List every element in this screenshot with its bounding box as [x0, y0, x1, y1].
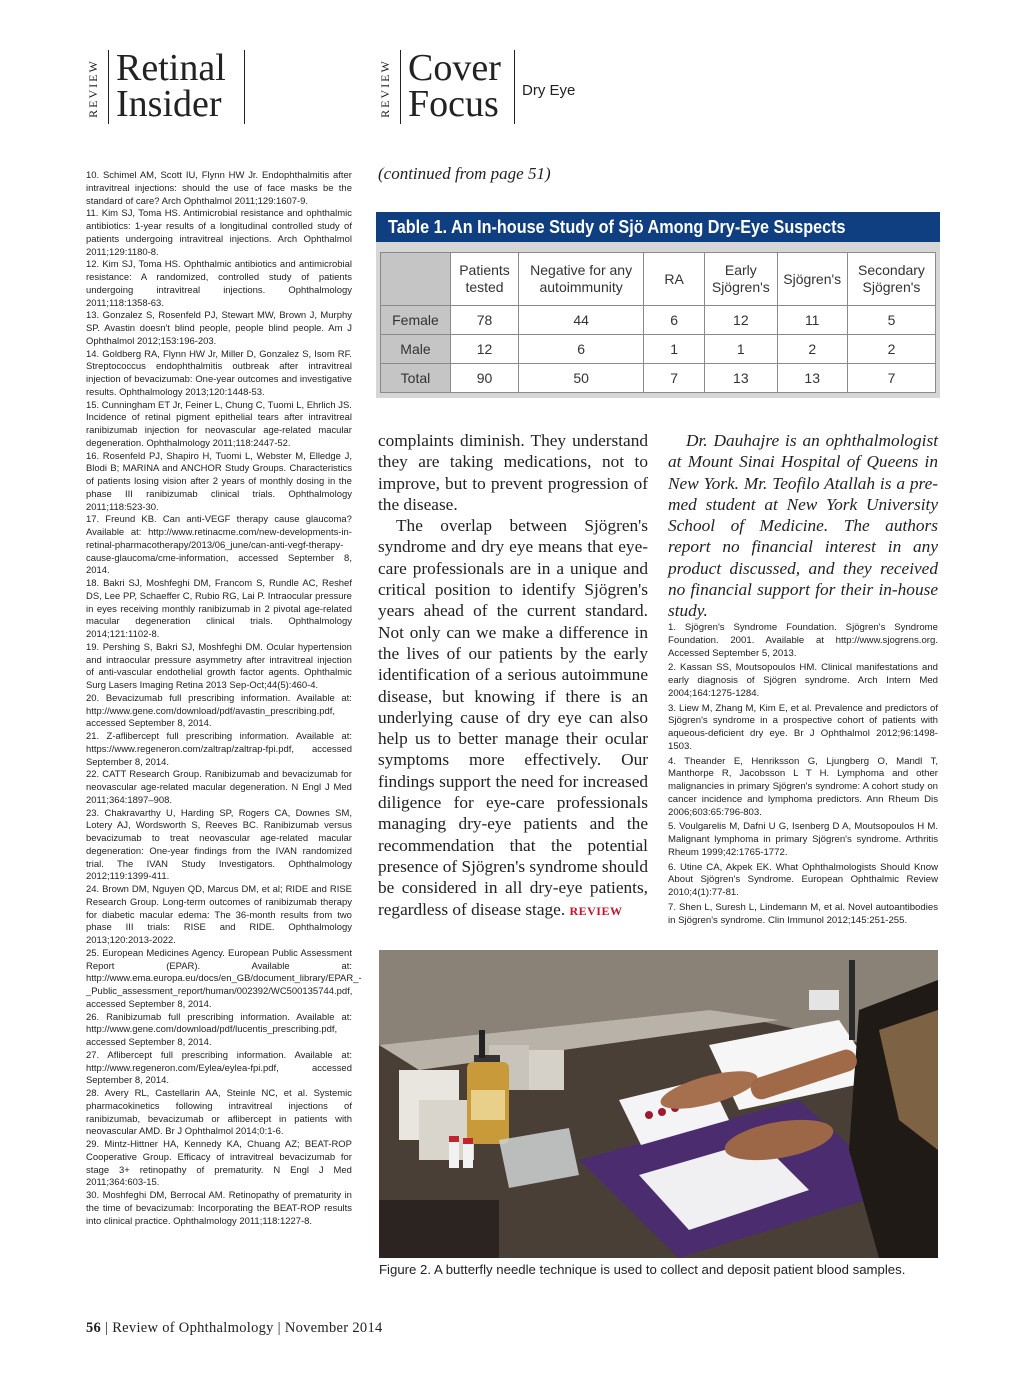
section-title: Cover Focus [408, 47, 501, 125]
header-rule [400, 50, 401, 124]
table-cell: 13 [777, 364, 847, 393]
reference-item: 2. Kassan SS, Moutsopoulos HM. Clinical manifestations and early diagnosis of Sjögren syndrome. Arch Intern Med 2004;164:1275-1284. [668, 662, 938, 699]
reference-item: 14. Goldberg RA, Flynn HW Jr, Miller D, Gonzalez S, Isom RF. Streptococcus endophthalmitis outbreak after intravitreal injection of bevacizumab: One-year outcomes and investigative results. Ophthalmology 2013;120:1448-53. [86, 348, 352, 398]
continued-note: (continued from page 51) [378, 164, 551, 183]
reference-item: 16. Rosenfeld PJ, Shapiro H, Tuomi L, Webster M, Elledge J, Blodi B; MARINA and ANCHOR Study Groups. Characteristics of patients losing vision after 2 years of monthly dosing in the phase III ranibizumab clinical trials. Ophthalmology 2011;118:523-30. [86, 450, 352, 513]
study-table [376, 212, 940, 398]
article-body [378, 430, 648, 922]
reference-item: 26. Ranibizumab full prescribing information. Available at: http://www.gene.com/download/pdf/lucentis_prescribing.pdf, accessed September 8, 2014. [86, 1011, 352, 1048]
header-rule [244, 50, 245, 124]
review-end-mark: REVIEW [569, 903, 623, 918]
table-row [381, 335, 936, 364]
reference-item: 11. Kim SJ, Toma HS. Antimicrobial resistance and ophthalmic antibiotics: 1-year results of a longitudinal controlled study of patients undergoing intravitreal injections. Arch Ophthalmol 2011;129:1180-8. [86, 208, 352, 258]
table-row [381, 364, 936, 393]
issue-date: November 2014 [284, 1320, 383, 1336]
reference-item: 30. Moshfeghi DM, Berrocal AM. Retinopathy of prematurity in the time of bevacizumab: Incorporating the BEAT-ROP results into clinical practice. Ophthalmology 2011;118:1227-8. [86, 1190, 352, 1227]
figure-caption: Figure 2. A butterfly needle technique is used to collect and deposit patient blood samples. [379, 1262, 906, 1277]
footer-separator: | [277, 1320, 285, 1336]
section-subtitle: Dry Eye [522, 82, 576, 99]
reference-item: 18. Bakri SJ, Moshfeghi DM, Francom S, Rundle AC, Reshef DS, Lee PP, Schaeffer C, Rubio RG, Lai P. Intraocular pressure in eyes receiving monthly ranibizumab in 2 pivotal age-related macular degeneration clinical trials. Ophthalmology 2014;121:1102-8. [86, 578, 352, 640]
data-table [380, 252, 936, 393]
reference-item: 1. Sjögren's Syndrome Foundation. Sjögren's Syndrome Foundation. 2001. Available at http://www.sjogrens.org. Accessed September 5, 2013. [668, 622, 938, 659]
section-header-retinal-insider [84, 48, 254, 128]
references-right-column [668, 622, 938, 929]
footer-separator: | [105, 1320, 113, 1336]
reference-item: 24. Brown DM, Nguyen QD, Marcus DM, et al; RIDE and RISE Research Group. Long-term outcomes of ranibizumab therapy for diabetic macular edema: The 36-month results from two phase III trials: RISE and RIDE. Ophthalmology 2013;120:2013-2022. [86, 884, 352, 946]
table-cell: 44 [519, 306, 644, 335]
table-cell: 2 [777, 335, 847, 364]
section-header-cover-focus [376, 48, 596, 128]
reference-item: 4. Theander E, Henriksson G, Ljungberg O, Mandl T, Manthorpe R, Jacobsson L T H. Lymphoma and other malignancies in primary Sjögren's syndrome: A cohort study on cancer incidence and lymphoma predictors. Ann Rheum Dis 2006;603:65:796-803. [668, 755, 938, 818]
magazine-name: Review of Ophthalmology [112, 1320, 274, 1336]
table-title: Table 1. An In-house Study of Sjö Among Dry-Eye Suspects [376, 212, 940, 242]
table-cell: 7 [644, 364, 705, 393]
table-cell: 7 [847, 364, 935, 393]
table-header-cell: Early Sjögren's [705, 253, 777, 306]
body-paragraph: complaints diminish. They understand they are taking medications, not to improve, but to prevent progression of the disease. [378, 431, 648, 514]
section-review-label: REVIEW [377, 58, 392, 118]
table-cell: 12 [705, 306, 777, 335]
references-left-column [86, 170, 362, 1228]
page-number: 56 [86, 1320, 102, 1336]
table-row-label: Male [381, 335, 451, 364]
reference-item: 21. Z-aflibercept full prescribing information. Available at: https://www.regeneron.com/zaltrap/zaltrap-fpi.pdf, accessed September 8, 2014. [86, 731, 352, 768]
table-row-label: Total [381, 364, 451, 393]
section-review-label: REVIEW [85, 58, 100, 118]
table-corner-cell [381, 253, 451, 306]
table-header-cell: Secondary Sjögren's [847, 253, 935, 306]
table-cell: 90 [450, 364, 518, 393]
table-cell: 6 [644, 306, 705, 335]
table-cell: 2 [847, 335, 935, 364]
body-paragraph: The overlap between Sjögren's syndrome and dry eye means that eye-care professionals are in a unique and critical position to identify Sjögren's years ahead of the current standard. Not only can we make a difference in the lives of our patients by the early identification of a serious autoimmune disease, but knowing if there is an underlying cause of dry eye can also help us to better manage their ocular symptoms more effectively. Our findings support the need for increased diligence for eye-care professionals managing dry-eye patients and the recommendation that the potential presence of Sjögren's syndrome should be considered in all dry-eye patients, regardless of disease stage. REVIEW [378, 516, 648, 919]
reference-item: 10. Schimel AM, Scott IU, Flynn HW Jr. Endophthalmitis after intravitreal injections: should the use of face masks be the standard of care? Arch Ophthalmol 2011;129:1607-9. [86, 170, 352, 207]
table-cell: 1 [705, 335, 777, 364]
table-cell: 13 [705, 364, 777, 393]
reference-item: 19. Pershing S, Bakri SJ, Moshfeghi DM. Ocular hypertension and intraocular pressure asymmetry after intravitreal injection of anti-vascular endothelial growth factor agents. Ophthalmic Surg Lasers Imaging Retina 2013 Sep-Oct;44(5):460-4. [86, 641, 352, 691]
reference-item: 20. Bevacizumab full prescribing information. Available at: http://www.gene.com/download/pdf/avastin_prescribing.pdf, accessed September 8, 2014. [86, 692, 352, 730]
reference-item: 15. Cunningham ET Jr, Feiner L, Chung C, Tuomi L, Ehrlich JS. Incidence of retinal pigment epithelial tears after intravitreal ranibizumab injection for neovascular age-related macular degeneration. Ophthalmology 2011;118:2447-52. [86, 399, 352, 449]
table-cell: 6 [519, 335, 644, 364]
reference-item: 28. Avery RL, Castellarin AA, Steinle NC, et al. Systemic pharmacokinetics following intravitreal injections of ranibizumab, bevacizumab or aflibercept in patients with neovascular AMD. Br J Ophthalmol 2014;0:1-6. [86, 1088, 352, 1138]
reference-item: 27. Aflibercept full prescribing information. Available at: http://www.regeneron.com/Eylea/eylea-fpi.pdf, accessed September 8, 2014. [86, 1049, 352, 1087]
table-cell: 1 [644, 335, 705, 364]
table-cell: 50 [519, 364, 644, 393]
reference-item: 7. Shen L, Suresh L, Lindemann M, et al. Novel autoantibodies in Sjögren's syndrome. Clin Immunol 2012;145:251-255. [668, 901, 938, 926]
figure-photo [379, 950, 938, 1258]
table-header-cell: RA [644, 253, 705, 306]
reference-item: 25. European Medicines Agency. European Public Assessment Report (EPAR). Available at: http://www.ema.europa.eu/docs/en_GB/document_library/EPAR_-_Public_assessment_report/human/002392/WC500135744.pdf, accessed September 8, 2014. [86, 947, 362, 1010]
reference-item: 17. Freund KB. Can anti-VEGF therapy cause glaucoma? Available at: http://www.retinacme.com/new-developments-in-retinal-pharmacotherapy/2013/06_june/can-anti-vegf-therapy-cause-glaucoma/cme-information, accessed September 8, 2014. [86, 514, 352, 577]
header-rule [514, 50, 515, 124]
table-cell: 5 [847, 306, 935, 335]
table-header-cell: Negative for any autoimmunity [519, 253, 644, 306]
reference-item: 22. CATT Research Group. Ranibizumab and bevacizumab for neovascular age-related macular degeneration. N Engl J Med 2011;364:1897–908. [86, 769, 352, 806]
reference-item: 3. Liew M, Zhang M, Kim E, et al. Prevalence and predictors of Sjögren's syndrome in a prospective cohort of patients with aqueous-deficient dry eye. Br J Ophthalmol 2012;96:1498-1503. [668, 702, 938, 752]
reference-item: 29. Mintz-Hittner HA, Kennedy KA, Chuang AZ; BEAT-ROP Cooperative Group. Efficacy of intravitreal bevacizumab for stage 3+ retinopathy of prematurity. N Engl J Med 2011;364:603-15. [86, 1139, 352, 1189]
table-row [381, 306, 936, 335]
table-cell: 11 [777, 306, 847, 335]
table-header-cell: Sjögren's [777, 253, 847, 306]
author-bio: Dr. Dauhajre is an ophthalmologist at Mount Sinai Hospital of Queens in New York. Mr. Teofilo Atallah is a pre-med student at New York University School of Medicine. The authors report no financial interest in any product discussed, and they received no financial support for their in-house study. [668, 431, 938, 621]
reference-item: 23. Chakravarthy U, Harding SP, Rogers CA, Downes SM, Lotery AJ, Wordsworth S, Reeves BC. Ranibizumab versus bevacizumab to treat neovascular age-related macular degeneration: One-year findings from the IVAN randomized trial. The IVAN Study Investigators. Ophthalmology 2012;119:1399-411. [86, 807, 352, 883]
section-title: Retinal Insider [116, 47, 226, 125]
table-cell: 78 [450, 306, 518, 335]
page-footer [86, 1320, 383, 1337]
table-header-cell: Patients tested [450, 253, 518, 306]
reference-item: 6. Utine CA, Akpek EK. What Ophthalmologists Should Know About Sjögren's Syndrome. European Ophthalmic Review 2010;4(1):77-81. [668, 861, 938, 898]
reference-item: 5. Voulgarelis M, Dafni U G, Isenberg D A, Moutsopoulos H M. Malignant lymphoma in primary Sjögren's syndrome. Arthritis Rheum 1999;42:1765-1772. [668, 821, 938, 858]
reference-item: 12. Kim SJ, Toma HS. Ophthalmic antibiotics and antimicrobial resistance: A randomized, controlled study of patients undergoing intravitreal injections. Ophthalmology 2011;118:1358-63. [86, 259, 352, 309]
table-row-label: Female [381, 306, 451, 335]
reference-item: 13. Gonzalez S, Rosenfeld PJ, Stewart MW, Brown J, Murphy SP. Avastin doesn't blind people, people blind people. Am J Ophthalmol 2012;153:196-203. [86, 310, 352, 347]
header-rule [108, 50, 109, 124]
table-cell: 12 [450, 335, 518, 364]
